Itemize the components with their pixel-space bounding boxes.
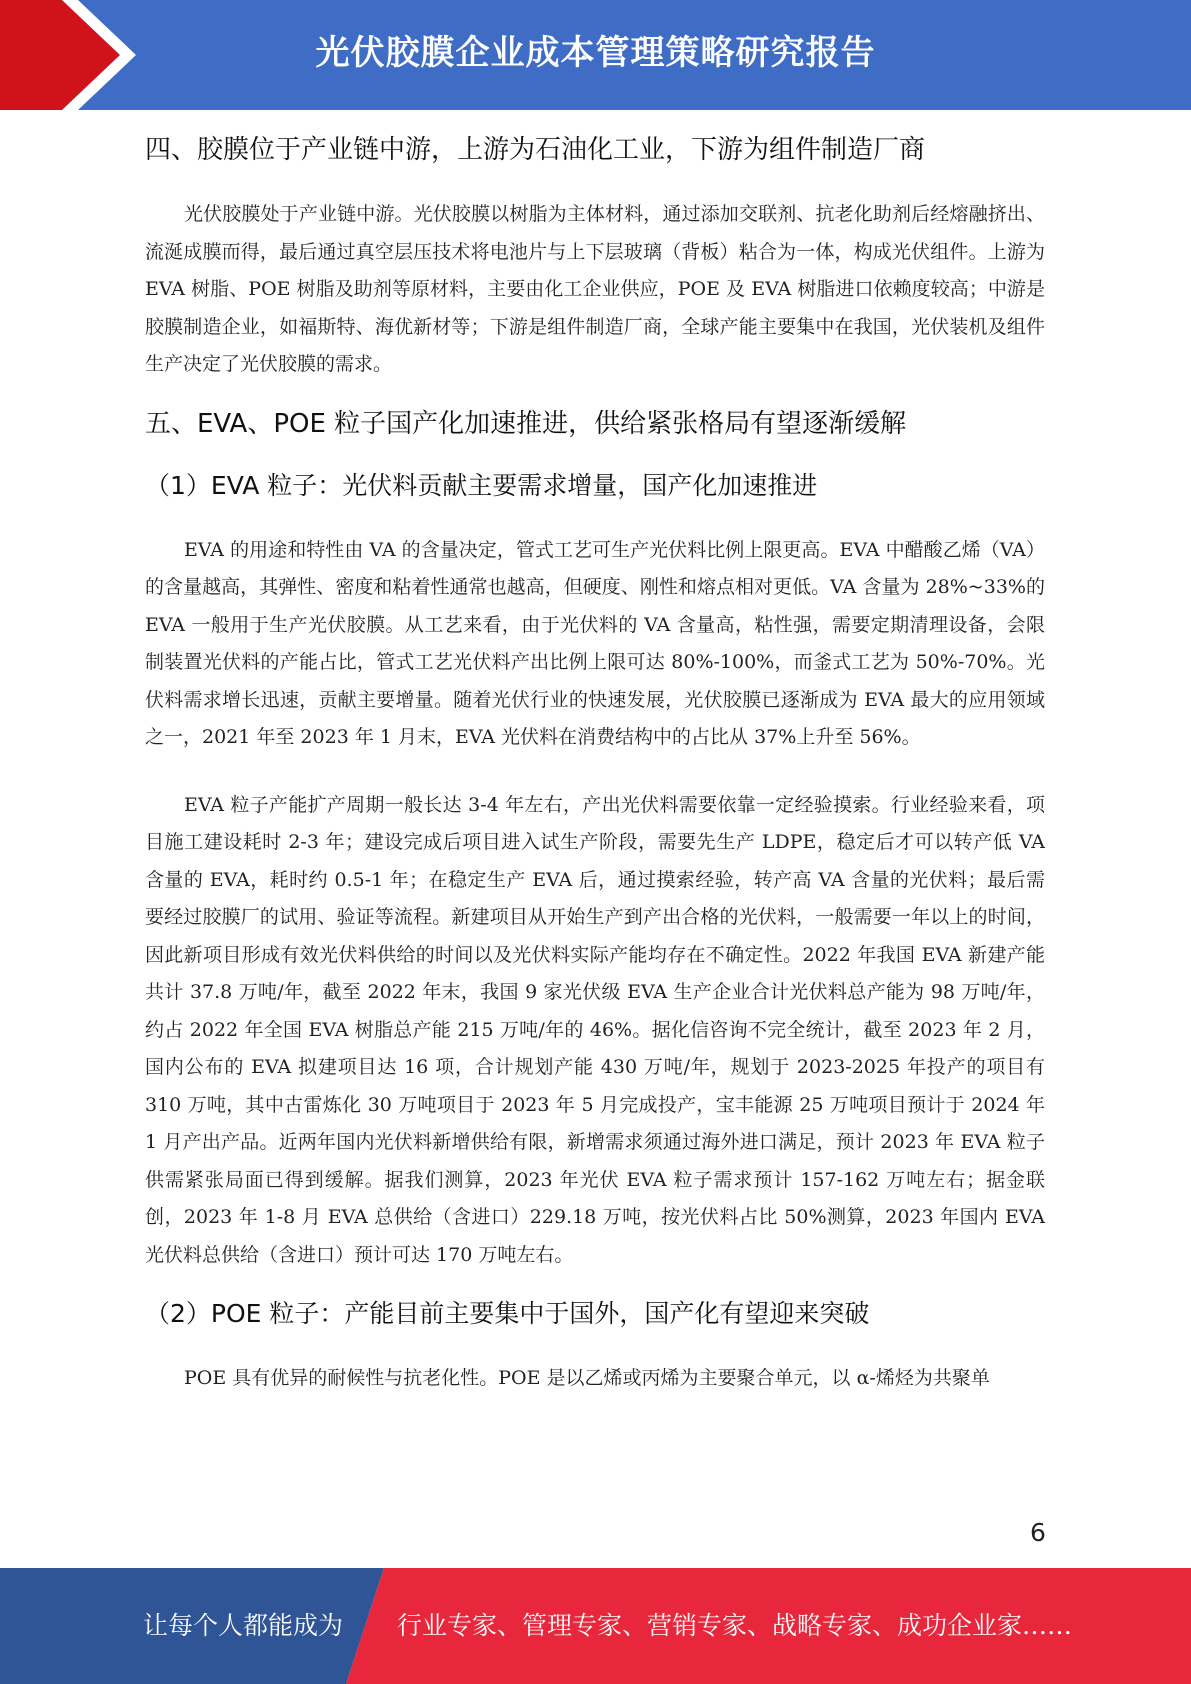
section-5-1-heading: （1）EVA 粒子：光伏料贡献主要需求增量，国产化加速推进 <box>145 470 818 500</box>
section-4-heading: 四、胶膜位于产业链中游，上游为石油化工业，下游为组件制造厂商 <box>145 135 926 165</box>
footer-slogan-left: 让每个人都能成为 <box>143 1611 344 1640</box>
document-title: 光伏胶膜企业成本管理策略研究报告 <box>315 33 876 73</box>
section-5-heading: 五、EVA、POE 粒子国产化加速推进，供给紧张格局有望逐渐缓解 <box>145 408 907 439</box>
page-content <box>145 128 1045 1398</box>
page-footer <box>0 1568 1191 1684</box>
section-5-1-paragraph-2: EVA 粒子产能扩产周期一般长达 3-4 年左右，产出光伏料需要依靠一定经验摸索。行业经验来看，项目施工建设耗时 2-3 年；建设完成后项目进入试生产阶段，需要先生产 LDPE，稳定后才可以转产低 VA 含量的 EVA，耗时约 0.5-1 年；在稳定生产 EVA 后，通过摸索经验，转产高 VA 含量的光伏料；最后需要经过胶膜厂的试用、验证等流程。新建项目从开始生产到产出合格的光伏料，一般需要一年以上的时间，因此新项目形成有效光伏料供给的时间以及光伏料实际产能均存在不确定性。2022 年我国 EVA 新建产能共计 37.8 万吨/年，截至 2022 年末，我国 9 家光伏级 EVA 生产企业合计光伏料总产能为 98 万吨/年，约占 2022 年全国 EVA 树脂总产能 215 万吨/年的 46%。据化信咨询不完全统计，截至 2023 年 2 月，国内公布的 EVA 拟建项目达 16 项，合计规划产能 430 万吨/年，规划于 2023-2025 年投产的项目有 310 万吨，其中古雷炼化 30 万吨项目于 2023 年 5 月完成投产，宝丰能源 25 万吨项目预计于 2024 年 1 月产出产品。近两年国内光伏料新增供给有限，新增需求须通过海外进口满足，预计 2023 年 EVA 粒子供需紧张局面已得到缓解。据我们测算，2023 年光伏 EVA 粒子需求预计 157-162 万吨左右；据金联创，2023 年 1-8 月 EVA 总供给（含进口）229.18 万吨，按光伏料占比 50%测算，2023 年国内 EVA 光伏料总供给（含进口）预计可达 170 万吨左右。 <box>145 793 1045 1266</box>
section-5-2-paragraph: POE 具有优异的耐候性与抗老化性。POE 是以乙烯或丙烯为主要聚合单元，以 α-烯烃为共聚单 <box>184 1367 990 1389</box>
section-4-paragraph: 光伏胶膜处于产业链中游。光伏胶膜以树脂为主体材料，通过添加交联剂、抗老化助剂后经熔融挤出、流涎成膜而得，最后通过真空层压技术将电池片与上下层玻璃（背板）粘合为一体，构成光伏组件。上游为 EVA 树脂、POE 树脂及助剂等原材料，主要由化工企业供应，POE 及 EVA 树脂进口依赖度较高；中游是胶膜制造企业，如福斯特、海优新材等；下游是组件制造厂商，全球产能主要集中在我国，光伏装机及组件生产决定了光伏胶膜的需求。 <box>145 203 1045 375</box>
section-5-2-heading: （2）POE 粒子：产能目前主要集中于国外，国产化有望迎来突破 <box>145 1299 870 1328</box>
page-header <box>0 0 1191 110</box>
footer-slogan-right: 行业专家、管理专家、营销专家、战略专家、成功企业家…… <box>397 1611 1073 1640</box>
page-number: 6 <box>1030 1518 1046 1547</box>
section-5-1-paragraph-1: EVA 的用途和特性由 VA 的含量决定，管式工艺可生产光伏料比例上限更高。EVA 中醋酸乙烯（VA）的含量越高，其弹性、密度和粘着性通常也越高，但硬度、刚性和熔点相对更低。VA 含量为 28%~33%的 EVA 一般用于生产光伏胶膜。从工艺来看，由于光伏料的 VA 含量高，粘性强，需要定期清理设备，会限制装置光伏料的产能占比，管式工艺光伏料产出比例上限可达 80%-100%，而釜式工艺为 50%-70%。光伏料需求增长迅速，贡献主要增量。随着光伏行业的快速发展，光伏胶膜已逐渐成为 EVA 最大的应用领域之一，2021 年至 2023 年 1 月末，EVA 光伏料在消费结构中的占比从 37%上升至 56%。 <box>145 538 1045 748</box>
header-arrow-decoration <box>0 0 150 110</box>
